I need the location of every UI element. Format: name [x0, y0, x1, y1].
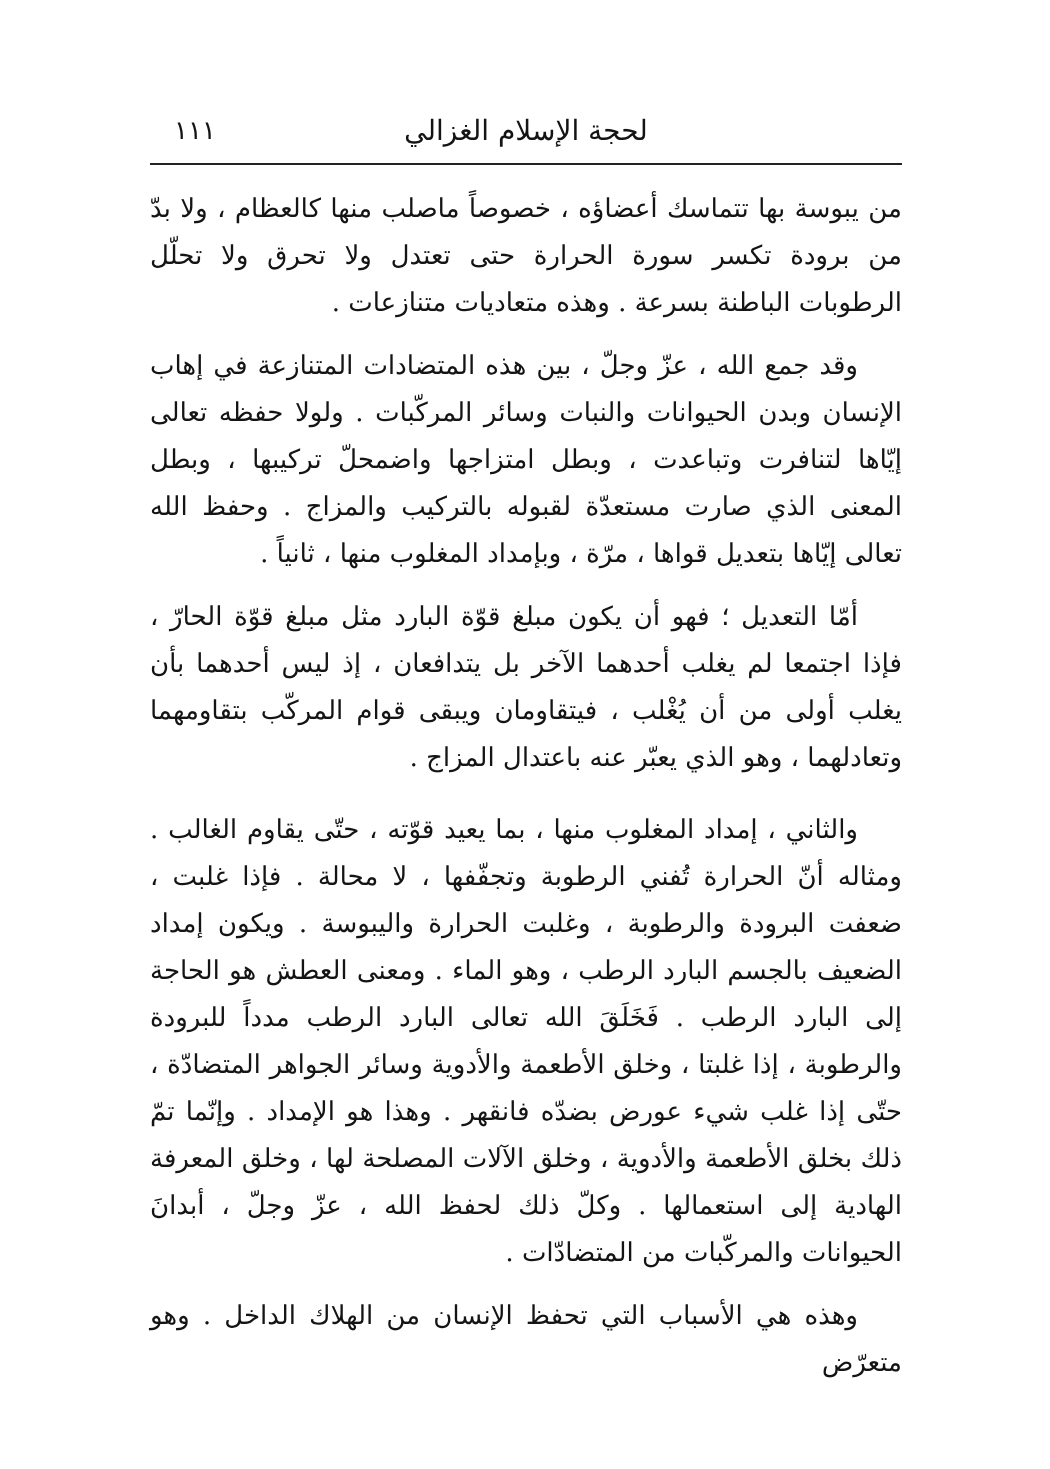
paragraph-4: والثاني ، إمداد المغلوب منها ، بما يعيد قوّته ، حتّى يقاوم الغالب . ومثاله أنّ الحرارة تُفني الرطوبة وتجفّفها ، لا محالة . فإذا غلبت ، ضعفت البرودة والرطوبة ، وغلبت الحرارة واليبوسة . ويكون إمداد الضعيف بالجسم البارد الرطب ، وهو الماء . ومعنى العطش هو الحاجة إلى البارد الرطب . فَخَلَقَ الله تعالى البارد الرطب مدداً للبرودة والرطوبة ، إذا غلبتا ، وخلق الأطعمة والأدوية وسائر الجواهر المتضادّة ، حتّى إذا غلب شيء عورض بضدّه فانقهر . وهذا هو الإمداد . وإنّما تمّ ذلك بخلق الأطعمة والأدوية ، وخلق الآلات المصلحة لها ، وخلق المعرفة الهادية إلى استعمالها . وكلّ ذلك لحفظ الله ، عزّ وجلّ ، أبدانَ الحيوانات والمركّبات من المتضادّات . [150, 815, 902, 1268]
body-text [150, 186, 902, 1387]
paragraph-5: وهذه هي الأسباب التي تحفظ الإنسان من الهلاك الداخل . وهو متعرّض [150, 1301, 902, 1378]
running-title: لحجة الإسلام الغزالي [404, 114, 648, 147]
page-header [150, 108, 902, 160]
page-number: ١١١ [174, 116, 216, 146]
paragraph-3: أمّا التعديل ؛ فهو أن يكون مبلغ قوّة البارد مثل مبلغ قوّة الحارّ ، فإذا اجتمعا لم يغلب أحدهما الآخر بل يتدافعان ، إذ ليس أحدهما بأن يغلب أولى من أن يُغْلب ، فيتقاومان ويبقى قوام المركّب بتقاومهما وتعادلهما ، وهو الذي يعبّر عنه باعتدال المزاج . [150, 602, 902, 773]
paragraph-2: وقد جمع الله ، عزّ وجلّ ، بين هذه المتضادات المتنازعة في إهاب الإنسان وبدن الحيوانات والنبات وسائر المركّبات . ولولا حفظه تعالى إيّاها لتنافرت وتباعدت ، وبطل امتزاجها واضمحلّ تركيبها ، وبطل المعنى الذي صارت مستعدّة لقبوله بالتركيب والمزاج . وحفظ الله تعالى إيّاها بتعديل قواها ، مرّة ، وبإمداد المغلوب منها ، ثانياً . [150, 351, 902, 569]
paragraph-1: من يبوسة بها تتماسك أعضاؤه ، خصوصاً ماصلب منها كالعظام ، ولا بدّ من برودة تكسر سورة الحرارة حتى تعتدل ولا تحرق ولا تحلّل الرطوبات الباطنة بسرعة . وهذه متعاديات متنازعات . [150, 194, 902, 318]
header-divider [150, 163, 902, 165]
